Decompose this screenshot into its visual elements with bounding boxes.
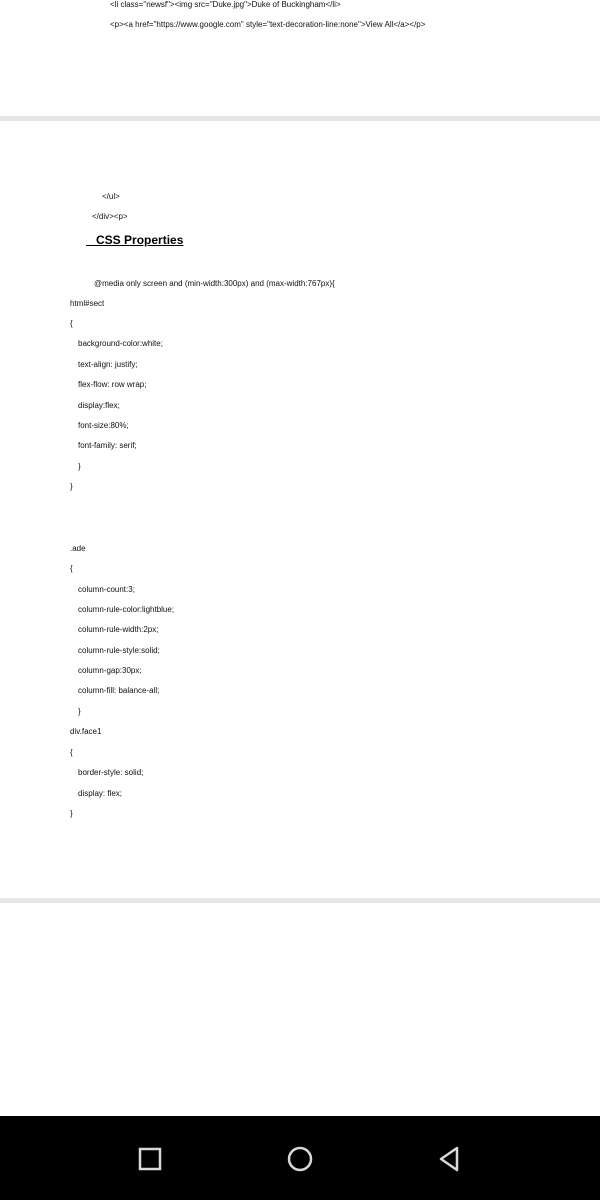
page-separator: [0, 116, 600, 121]
code-line-brace: {: [70, 319, 73, 328]
code-line-property: font-family: serif;: [78, 441, 137, 450]
triangle-back-icon: [437, 1145, 463, 1173]
code-line-p: <p><a href="https://www.google.com" style="text-decoration-line:none">View All</a></p>: [110, 20, 426, 29]
code-line-property: column-gap:30px;: [78, 666, 142, 675]
code-line-property: background-color:white;: [78, 339, 163, 348]
code-line-property: text-align: justify;: [78, 360, 138, 369]
section-heading: CSS Properties: [96, 233, 184, 247]
code-line-media: @media only screen and (min-width:300px) and (max-width:767px){: [94, 279, 335, 288]
code-line-property: flex-flow: row wrap;: [78, 380, 147, 389]
code-line-li: <li class="newsf"><img src="Duke.jpg">Duke of Buckingham</li>: [110, 0, 341, 9]
code-line-brace: }: [78, 462, 81, 471]
code-line-brace: }: [78, 707, 81, 716]
code-line-property: column-rule-style:solid;: [78, 646, 160, 655]
code-line-brace: {: [70, 564, 73, 573]
code-line-property: column-rule-width:2px;: [78, 625, 159, 634]
code-line-property: column-fill: balance-all;: [78, 686, 160, 695]
code-line-ade-selector: .ade: [70, 544, 86, 553]
code-line-property: display: flex;: [78, 789, 123, 798]
code-line-html-selector: html#sect: [70, 299, 105, 308]
square-icon: [138, 1147, 162, 1171]
recents-button[interactable]: [130, 1142, 170, 1176]
navigation-bar: [0, 1116, 600, 1200]
code-line-property: column-count:3;: [78, 585, 135, 594]
code-line-property: column-rule-color:lightblue;: [78, 605, 175, 614]
code-line-property: border-style: solid;: [78, 768, 144, 777]
home-button[interactable]: [280, 1142, 320, 1176]
page-separator: [0, 898, 600, 903]
code-line-brace: }: [70, 482, 73, 491]
code-line-brace: {: [70, 748, 73, 757]
code-line-property: font-size:80%;: [78, 421, 129, 430]
code-line-property: display:flex;: [78, 401, 120, 410]
code-line-div-close: </div><p>: [92, 212, 128, 221]
code-line-brace: }: [70, 809, 73, 818]
code-line-ul-close: </ul>: [102, 192, 120, 201]
code-line-face-selector: div.face1: [70, 727, 102, 736]
back-button[interactable]: [430, 1142, 470, 1176]
circle-icon: [286, 1145, 314, 1173]
